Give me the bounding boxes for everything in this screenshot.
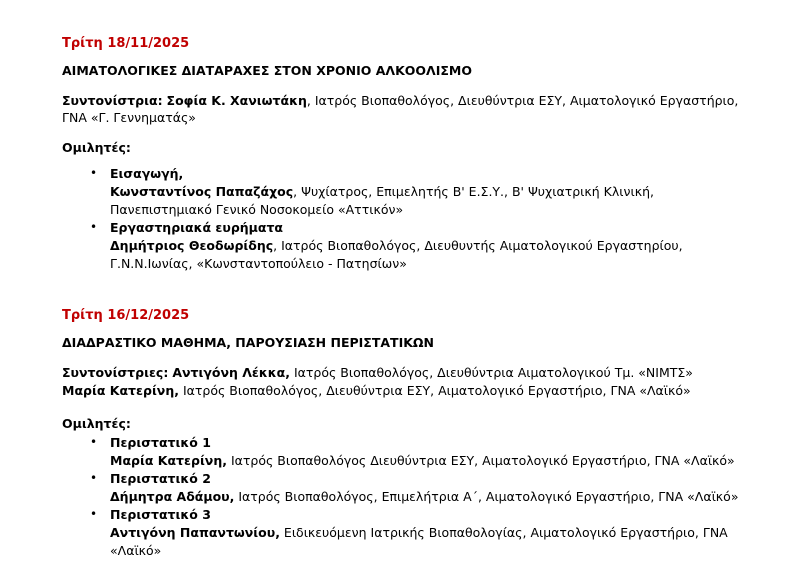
session-2-speakers-label: Ομιλητές: xyxy=(62,416,131,431)
speaker-role-cont: Πανεπιστημιακό Γενικό Νοσοκομείο «Αττικόν» xyxy=(110,202,404,217)
speaker-role-cont: «Λαϊκό» xyxy=(110,543,162,558)
session-1-coordinator-line xyxy=(62,93,738,108)
bullet-icon: • xyxy=(90,507,98,521)
coordinator-name: Μαρία Κατερίνη, xyxy=(62,383,179,398)
speaker-name: Δήμητρα Αδάμου, xyxy=(110,489,235,504)
speaker-role: Ιατρός Βιοπαθολόγος, Επιμελήτρια Α΄, Αιματολογικό Εργαστήριο, ΓΝΑ «Λαϊκό» xyxy=(234,489,739,504)
talk-speaker-line xyxy=(110,453,735,468)
speaker-name: Δημήτριος Θεοδωρίδης xyxy=(110,238,274,253)
session-1-date: Τρίτη 18/11/2025 xyxy=(62,36,190,51)
session-2-coordinator-1 xyxy=(62,365,693,380)
coordinator-label: Συντονίστρια: xyxy=(62,93,163,108)
talk-speaker-line xyxy=(110,489,738,504)
session-2-title: ΔΙΑΔΡΑΣΤΙΚΟ ΜΑΘΗΜΑ, ΠΑΡΟΥΣΙΑΣΗ ΠΕΡΙΣΤΑΤΙΚΩΝ xyxy=(62,335,434,350)
talk-title: Εργαστηριακά ευρήματα xyxy=(110,220,284,235)
session-1-coordinator-role-cont: ΓΝΑ «Γ. Γεννηματάς» xyxy=(62,110,196,125)
speaker-role: , Ψυχίατρος, Επιμελητής Β' Ε.Σ.Υ., Β' Ψυχιατρική Κλινική, xyxy=(293,184,654,199)
talk-speaker-line xyxy=(110,238,683,253)
speaker-role: , Ιατρός Βιοπαθολόγος, Διευθυντής Αιματολογικού Εργαστηρίου, xyxy=(273,238,683,253)
speaker-role: Ιατρός Βιοπαθολόγος Διευθύντρια ΕΣΥ, Αιματολογικό Εργαστήριο, ΓΝΑ «Λαϊκό» xyxy=(226,453,735,468)
speaker-name: Μαρία Κατερίνη, xyxy=(110,453,227,468)
talk-speaker-line xyxy=(110,184,654,199)
talk-speaker-line xyxy=(110,525,728,540)
talk-title: Περιστατικό 1 xyxy=(110,435,211,450)
session-2-date: Τρίτη 16/12/2025 xyxy=(62,308,190,323)
bullet-icon: • xyxy=(90,166,98,180)
coordinators-label: Συντονίστριες: xyxy=(62,365,169,380)
bullet-icon: • xyxy=(90,471,98,485)
coordinator-name: Αντιγόνη Λέκκα, xyxy=(172,365,290,380)
coordinator-name: Σοφία Κ. Χανιωτάκη xyxy=(166,93,307,108)
session-1-speakers-label: Ομιλητές: xyxy=(62,140,131,155)
coordinator-role: Ιατρός Βιοπαθολόγος, Διευθύντρια ΕΣΥ, Αιματολογικό Εργαστήριο, ΓΝΑ «Λαϊκό» xyxy=(178,383,691,398)
coordinator-role: , Ιατρός Βιοπαθολόγος, Διευθύντρια ΕΣΥ, Αιματολογικό Εργαστήριο, xyxy=(306,93,739,108)
speaker-name: Κωνσταντίνος Παπαζάχος xyxy=(110,184,294,199)
session-1-title: ΑΙΜΑΤΟΛΟΓΙΚΕΣ ΔΙΑΤΑΡΑΧΕΣ ΣΤΟΝ ΧΡΟΝΙΟ ΑΛΚΟΟΛΙΣΜΟ xyxy=(62,63,472,78)
talk-title: Περιστατικό 3 xyxy=(110,507,211,522)
speaker-role-cont: Γ.Ν.Ν.Ιωνίας, «Κωνσταντοπούλειο - Πατησίων» xyxy=(110,256,407,271)
speaker-name: Αντιγόνη Παπαντωνίου, xyxy=(110,525,280,540)
session-2-coordinator-2 xyxy=(62,383,691,398)
bullet-icon: • xyxy=(90,220,98,234)
coordinator-role: Ιατρός Βιοπαθολόγος, Διευθύντρια Αιματολογικού Τμ. «ΝΙΜΤΣ» xyxy=(289,365,693,380)
speaker-role: Ειδικευόμενη Ιατρικής Βιοπαθολογίας, Αιματολογικό Εργαστήριο, ΓΝΑ xyxy=(279,525,728,540)
bullet-icon: • xyxy=(90,435,98,449)
talk-title: Περιστατικό 2 xyxy=(110,471,211,486)
talk-title: Εισαγωγή, xyxy=(110,166,184,181)
